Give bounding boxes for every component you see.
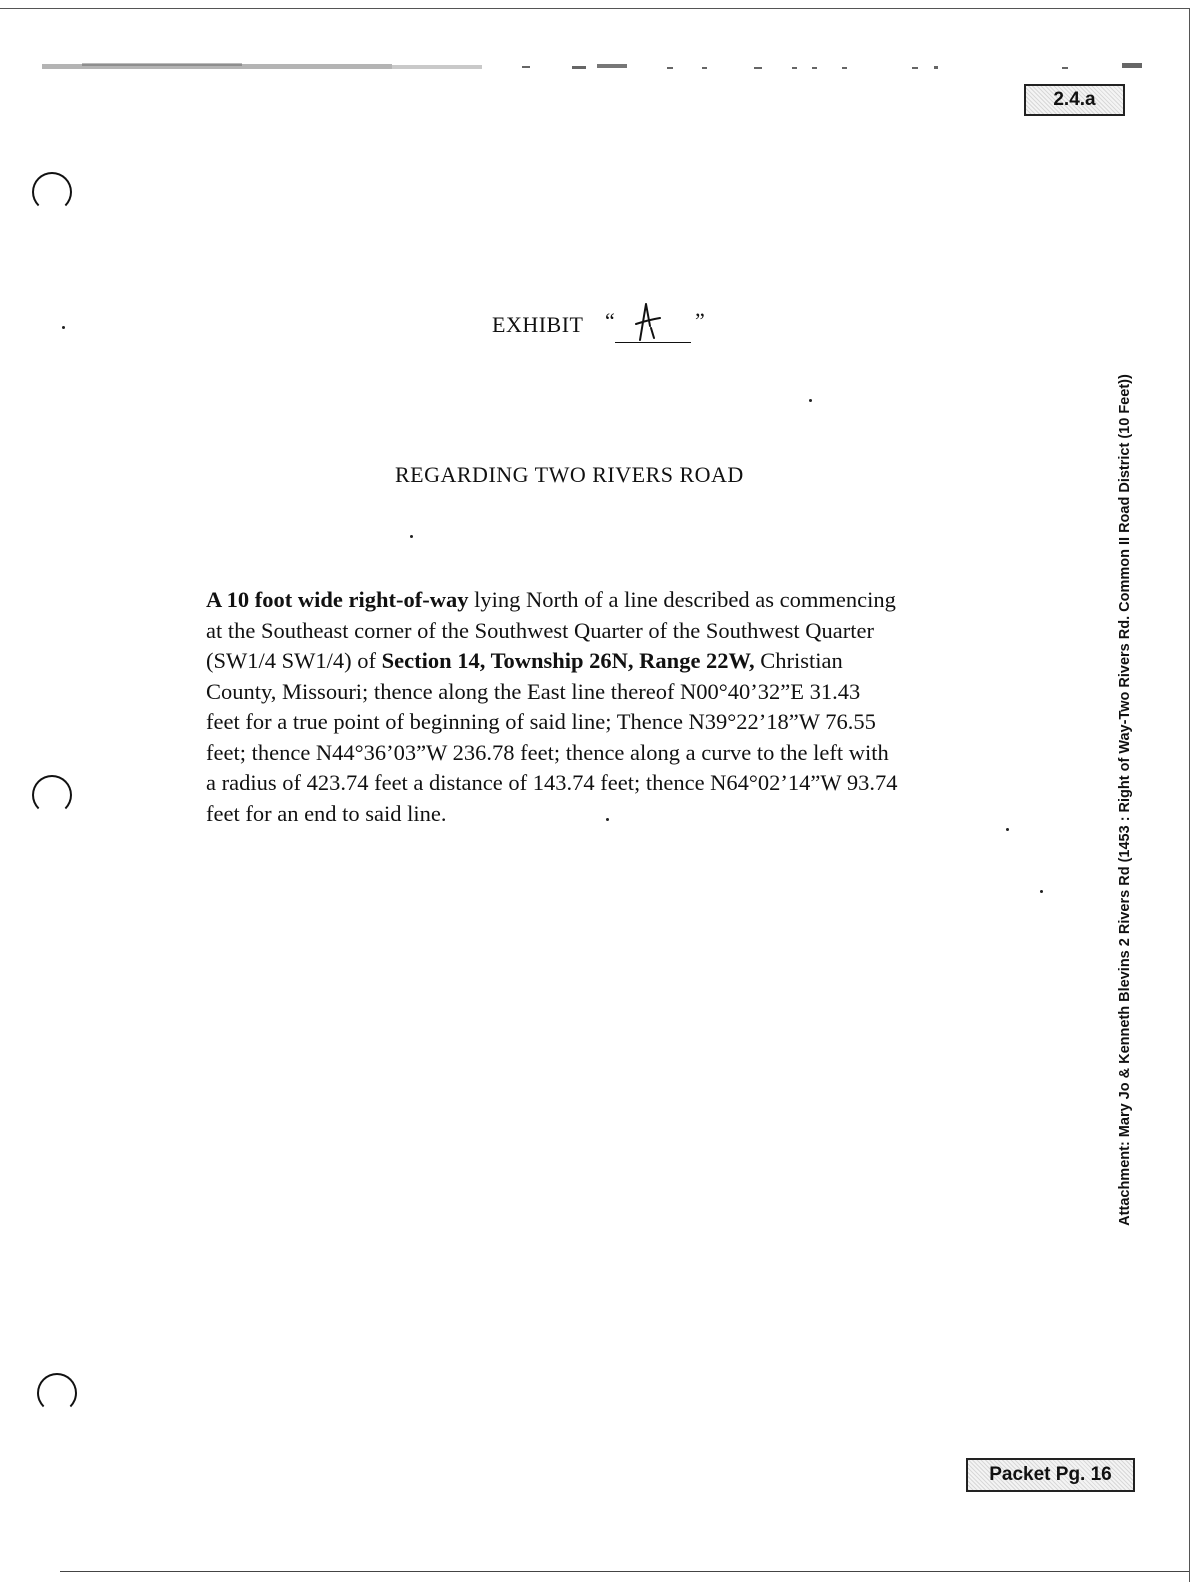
scan-speck	[1006, 828, 1009, 831]
legal-description-line	[206, 799, 1006, 830]
attachment-side-note: Attachment: Mary Jo & Kenneth Blevins 2 Rivers Rd (1453 : Right of Way-Two Rivers Rd. Common II Road District (10 Feet))	[1117, 374, 1133, 1226]
scan-speck	[410, 535, 413, 538]
item-number-badge: 2.4.a	[1024, 84, 1125, 116]
scan-speck	[1040, 890, 1043, 893]
legal-description-line	[206, 646, 1006, 677]
scan-speck	[809, 399, 812, 402]
legal-description-line	[206, 616, 1006, 647]
exhibit-handwritten-letter	[630, 298, 670, 342]
page-border-right	[1189, 8, 1190, 1582]
body-text: County, Missouri; thence along the East line thereof N00°40’32”E 31.43	[206, 678, 861, 704]
body-text: feet; thence N44°36’03”W 236.78 feet; thence along a curve to the left with	[206, 739, 889, 765]
body-text: Christian	[754, 648, 843, 673]
legal-description-line	[206, 677, 1006, 708]
legal-description-line	[206, 738, 1006, 769]
bold-text: Section 14, Township 26N, Range 22W,	[381, 648, 755, 673]
legal-description-line	[206, 768, 1006, 799]
body-text: at the Southeast corner of the Southwest Quarter of the Southwest Quarter	[206, 617, 874, 643]
scan-speck	[62, 326, 65, 329]
exhibit-quote-close: ”	[695, 308, 705, 333]
scan-noise-strip	[42, 58, 1147, 78]
page-border-bottom	[60, 1571, 1189, 1572]
exhibit-title	[492, 298, 732, 348]
body-text: lying North of a line described as commencing	[468, 587, 896, 612]
body-text: (SW1/4 SW1/4) of	[206, 648, 382, 673]
page-border-top	[0, 8, 1190, 9]
exhibit-quote-open: “	[605, 308, 615, 333]
exhibit-blank-line	[615, 342, 691, 343]
legal-description-line	[206, 585, 1006, 616]
punch-hole-bottom	[37, 1373, 77, 1413]
packet-page-badge: Packet Pg. 16	[966, 1458, 1135, 1492]
punch-hole-top	[32, 172, 72, 212]
scan-speck	[606, 818, 609, 821]
body-text: a radius of 423.74 feet a distance of 143.74 feet; thence N64°02’14”W 93.74	[206, 770, 898, 795]
bold-text: A 10 foot wide right-of-way	[206, 587, 469, 612]
body-text: feet for a true point of beginning of said line; Thence N39°22’18”W 76.55	[206, 709, 876, 734]
body-text: feet for an end to said line.	[206, 800, 447, 826]
legal-description-line	[206, 707, 1006, 738]
legal-description	[206, 585, 1006, 829]
punch-hole-middle	[32, 775, 72, 815]
exhibit-label: EXHIBIT	[492, 312, 584, 337]
document-heading: REGARDING TWO RIVERS ROAD	[395, 462, 744, 487]
